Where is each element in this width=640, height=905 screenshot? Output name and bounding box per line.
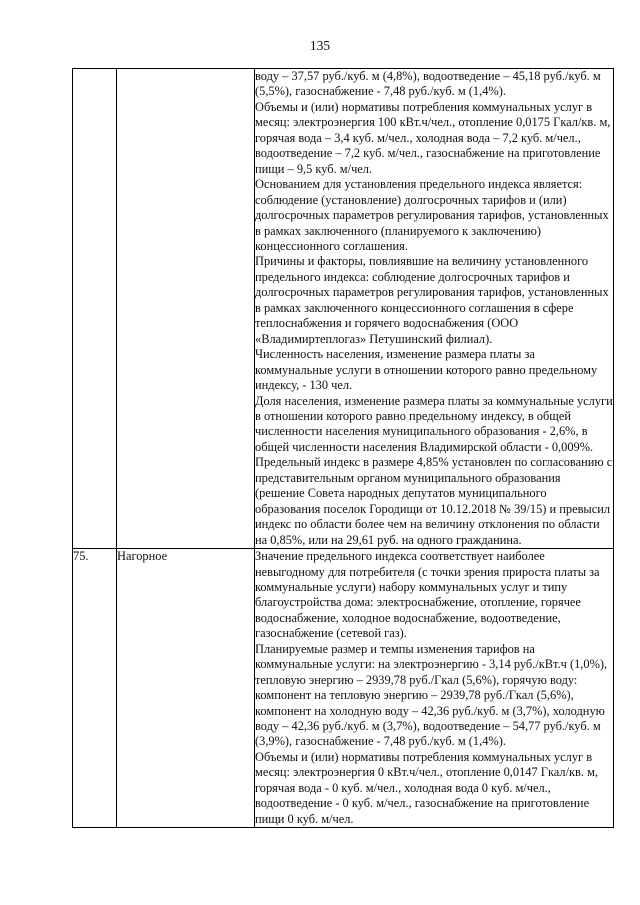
description-paragraph: Объемы и (или) нормативы потребления коммунальных услуг в месяц: электроэнергия 100 кВт.ч/чел., отопление 0,0175 Гкал/кв. м, горячая вода – 3,4 куб. м/чел., холодная вода – 7,2 куб. м/чел., водоотведение – 7,2 куб. м/чел., газоснабжение на приготовление пищи – 9,5 куб. м/чел. (255, 99, 611, 176)
description-paragraph: Значение предельного индекса соответствует наиболее невыгодному для потребителя (с точки зрения прироста платы за коммунальные услуги) набору коммунальных услуг и типу благоустройства дома: электроснабжение, отопление, горячее водоснабжение, холодное водоснабжение, водоотведение, газоснабжение (сетевой газ). (255, 549, 600, 641)
description-cell (255, 549, 614, 828)
description-paragraph: Основанием для установления предельного индекса является: соблюдение (установление) долгосрочных тарифов и (или) долгосрочных параметров регулирования тарифов, установленных в рамках заключенного (планируемого к заключению) концессионного соглашения. (255, 177, 609, 253)
description-paragraph: Предельный индекс в размере 4,85% установлен по согласованию с представительным органом муниципального образования (решение Совета народных депутатов муниципального образования поселок Городищи от 10.12.2018 № 39/15) и превысил индекс по области более чем на величину отклонения по области на 0,85%, или на 29,61 руб. на одного гражданина. (255, 455, 613, 547)
description-paragraph: Доля населения, изменение размера платы за коммунальные услуги в отношении которого равно предельному индексу, в общей численности населения муниципального образования - 2,6%, в общей численности населения Владимирской области - 0,009%. (255, 393, 613, 454)
municipality-name-cell: Нагорное (117, 549, 255, 828)
description-cell (255, 69, 614, 549)
municipality-name-cell (117, 69, 255, 549)
description-paragraph: Численность населения, изменение размера платы за коммунальные услуги в отношении которого равно предельному индексу, - 130 чел. (255, 347, 598, 393)
row-number-cell: 75. (73, 549, 117, 828)
table-row (73, 69, 614, 549)
description-paragraph: воду – 37,57 руб./куб. м (4,8%), водоотведение – 45,18 руб./куб. м (5,5%), газоснабжение - 7,48 руб./куб. м (1,4%). (255, 69, 601, 99)
table-row (73, 549, 614, 828)
row-number-cell (73, 69, 117, 549)
description-paragraph: Планируемые размер и темпы изменения тарифов на коммунальные услуги: на электроэнергию - 3,14 руб./кВт.ч (1,0%), тепловую энергию – 2939,78 руб./Гкал (5,6%), горячую воду: компонент на тепловую энергию – 2939,78 руб./Гкал (5,6%), компонент на холодную воду – 42,36 руб./куб. м (3,7%), холодную воду – 42,36 руб./куб. м (3,7%), водоотведение – 54,77 руб./куб. м (3,9%), газоснабжение - 7,48 руб./куб. м (1,4%). (255, 641, 608, 749)
description-paragraph: Причины и факторы, повлиявшие на величину установленного предельного индекса: соблюдение долгосрочных тарифов и долгосрочных параметров регулирования тарифов, установленных в рамках заключенного концессионного соглашения в сфере теплоснабжения и горячего водоснабжения (ООО «Владимиртеплогаз» Петушинский филиал). (255, 254, 609, 346)
page-number: 135 (309, 38, 331, 53)
description-paragraph: Объемы и (или) нормативы потребления коммунальных услуг в месяц: электроэнергия 0 кВт.ч/чел., отопление 0,0147 Гкал/кв. м, горячая вода - 0 куб. м/чел., холодная вода 0 куб. м/чел., водоотведение - 0 куб. м/чел., газоснабжение на приготовление пищи 0 куб. м/чел. (255, 749, 599, 826)
municipal-index-table (72, 68, 614, 828)
